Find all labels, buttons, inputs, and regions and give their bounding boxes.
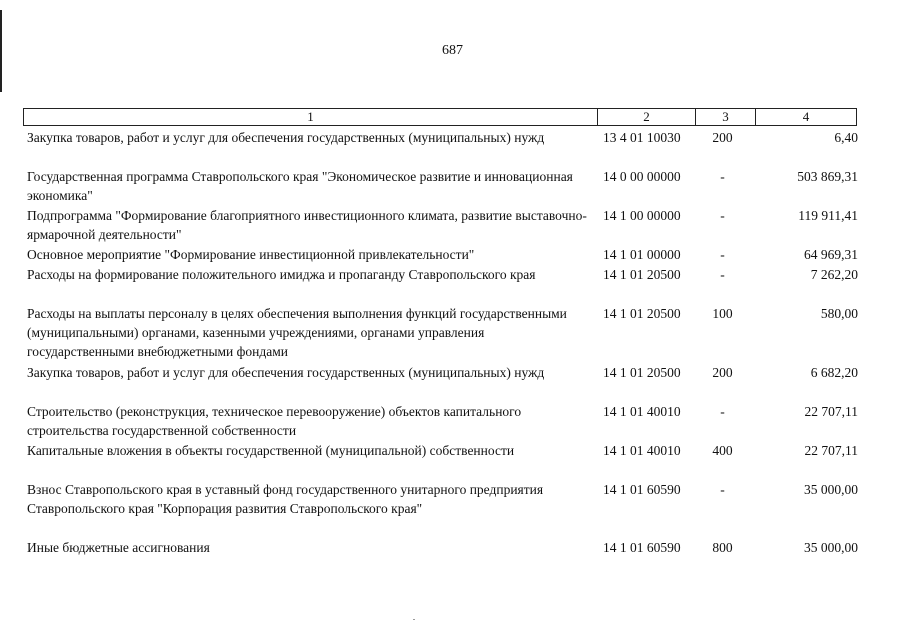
row-vr: -: [720, 247, 725, 262]
row-name: Основное мероприятие "Формирование инвестиционной привлекательности": [27, 247, 475, 262]
row-vr: -: [720, 404, 725, 419]
row-code: 14 1 01 60590: [603, 540, 681, 555]
row-amount: 503 869,31: [797, 169, 858, 184]
row-code: 14 1 00 00000: [603, 208, 681, 223]
row-amount: 35 000,00: [804, 540, 858, 555]
row-vr: 800: [712, 540, 733, 555]
header-col-3: 3: [696, 109, 756, 125]
row-name: Расходы на выплаты персоналу в целях обеспечения выполнения функций государственными (муниципальными) органами, казенными учреждениями, органами управления государственными внебюджетными фондами: [27, 306, 567, 359]
row-name: Иные бюджетные ассигнования: [27, 540, 210, 555]
row-amount: 64 969,31: [804, 247, 858, 262]
row-amount: 22 707,11: [804, 404, 858, 419]
row-name: Закупка товаров, работ и услуг для обеспечения государственных (муниципальных) нужд: [27, 365, 545, 380]
row-name: Взнос Ставропольского края в уставный фонд государственного унитарного предприятия Ставропольского края "Корпорация развития Ставропольского края": [27, 482, 544, 516]
scan-artifact: [413, 619, 415, 620]
row-vr: 400: [712, 443, 733, 458]
row-name: Расходы на формирование положительного имиджа и пропаганду Ставропольского края: [27, 267, 536, 282]
row-amount: 119 911,41: [798, 208, 858, 223]
row-amount: 580,00: [820, 306, 858, 321]
row-code: 14 1 01 20500: [603, 267, 681, 282]
row-amount: 6 682,20: [810, 365, 858, 380]
row-name: Капитальные вложения в объекты государственной (муниципальной) собственности: [27, 443, 515, 458]
header-col-1: 1: [24, 109, 598, 125]
row-vr: -: [720, 169, 725, 184]
row-vr: -: [720, 267, 725, 282]
row-code: 14 1 01 40010: [603, 404, 681, 419]
row-amount: 22 707,11: [804, 443, 858, 458]
row-vr: -: [720, 482, 725, 497]
table-header: [23, 108, 857, 126]
row-code: 14 0 00 00000: [603, 169, 681, 184]
page-number: 687: [442, 43, 463, 58]
row-name: Подпрограмма "Формирование благоприятного инвестиционного климата, развитие выставочно-ярмарочной деятельности": [27, 208, 587, 242]
row-amount: 7 262,20: [810, 267, 858, 282]
row-name: Строительство (реконструкция, техническое перевооружение) объектов капитального строительства государственной собственности: [27, 404, 522, 438]
header-col-2: 2: [598, 109, 696, 125]
header-col-4: 4: [802, 109, 810, 124]
row-name: Закупка товаров, работ и услуг для обеспечения государственных (муниципальных) нужд: [27, 130, 545, 145]
row-code: 14 1 01 40010: [603, 443, 681, 458]
row-name: Государственная программа Ставропольского края "Экономическое развитие и инновационная экономика": [27, 169, 573, 203]
row-code: 14 1 01 00000: [603, 247, 681, 262]
row-code: 14 1 01 20500: [603, 365, 681, 380]
row-code: 14 1 01 20500: [603, 306, 681, 321]
row-vr: 200: [712, 365, 733, 380]
row-vr: 100: [712, 306, 733, 321]
row-code: 13 4 01 10030: [603, 130, 681, 145]
row-code: 14 1 01 60590: [603, 482, 681, 497]
row-amount: 35 000,00: [804, 482, 858, 497]
row-vr: -: [720, 208, 725, 223]
row-amount: 6,40: [834, 130, 858, 145]
row-vr: 200: [712, 130, 733, 145]
